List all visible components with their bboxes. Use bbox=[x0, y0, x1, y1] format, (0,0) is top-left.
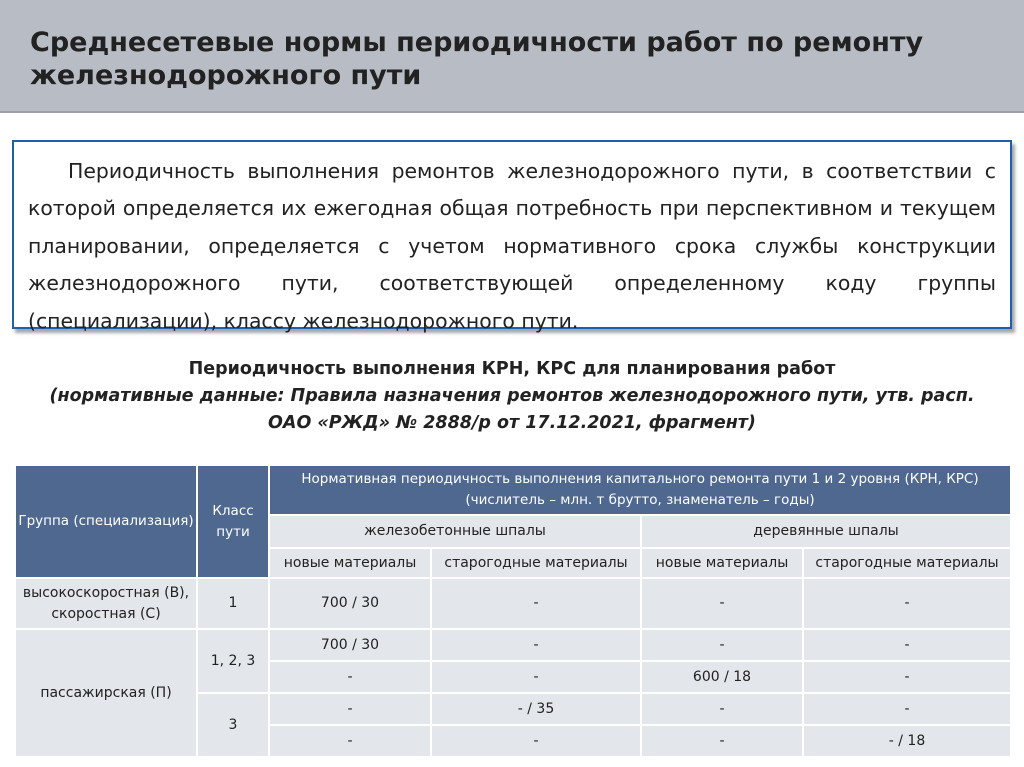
header-norm-line2: (числитель – млн. т брутто, знаменатель – годы) bbox=[465, 492, 815, 508]
value-cell: - bbox=[269, 693, 431, 725]
value-cell: - bbox=[803, 629, 1011, 661]
header-wood-sleepers: деревянные шпалы bbox=[641, 515, 1011, 548]
title-bar bbox=[0, 0, 1024, 113]
value-cell: - bbox=[431, 725, 641, 757]
value-cell: 600 / 18 bbox=[641, 661, 803, 693]
info-text: Периодичность выполнения ремонтов железнодорожного пути, в соответствии с которой определяется их ежегодная общая потребность при перспективном и текущем планировании, определяется с учетом нормативного срока службы конструкции железнодорожного пути, соответствующей определенному коду группы (специализации), классу железнодорожного пути. bbox=[28, 159, 996, 333]
value-cell: - bbox=[641, 578, 803, 629]
header-norm bbox=[269, 465, 1011, 515]
header-concrete-sleepers: железобетонные шпалы bbox=[269, 515, 641, 548]
header-old-materials: старогодные материалы bbox=[431, 548, 641, 578]
header-old-materials: старогодные материалы bbox=[803, 548, 1011, 578]
value-cell: - bbox=[641, 629, 803, 661]
value-cell: - bbox=[431, 661, 641, 693]
value-cell: - bbox=[803, 578, 1011, 629]
slide-title: Среднесетевые нормы периодичности работ по ремонту железнодорожного пути bbox=[30, 27, 924, 91]
value-cell: 700 / 30 bbox=[269, 578, 431, 629]
group-cell: пассажирская (П) bbox=[15, 629, 197, 757]
class-cell: 1, 2, 3 bbox=[197, 629, 269, 693]
norms-table bbox=[14, 464, 1012, 758]
value-cell: - / 18 bbox=[803, 725, 1011, 757]
caption-line-3: ОАО «РЖД» № 2888/р от 17.12.2021, фрагмент) bbox=[268, 413, 756, 433]
value-cell: - bbox=[431, 629, 641, 661]
table-row bbox=[15, 629, 1011, 661]
value-cell: 700 / 30 bbox=[269, 629, 431, 661]
header-norm-line1: Нормативная периодичность выполнения капитального ремонта пути 1 и 2 уровня (КРН, КРС) bbox=[301, 471, 979, 487]
caption-line-1: Периодичность выполнения КРН, КРС для планирования работ bbox=[188, 359, 836, 379]
value-cell: - bbox=[803, 693, 1011, 725]
table-row bbox=[15, 578, 1011, 629]
info-box bbox=[12, 140, 1012, 333]
header-new-materials: новые материалы bbox=[269, 548, 431, 578]
header-class: Класс пути bbox=[197, 465, 269, 578]
value-cell: - bbox=[269, 661, 431, 693]
group-cell: высокоскоростная (В), скоростная (С) bbox=[15, 578, 197, 629]
value-cell: - bbox=[641, 725, 803, 757]
caption-line-2: (нормативные данные: Правила назначения ремонтов железнодорожного пути, утв. расп. bbox=[49, 386, 975, 406]
value-cell: - bbox=[269, 725, 431, 757]
value-cell: - bbox=[803, 661, 1011, 693]
table-caption bbox=[0, 356, 1024, 437]
value-cell: - / 35 bbox=[431, 693, 641, 725]
header-group: Группа (специализация) bbox=[15, 465, 197, 578]
value-cell: - bbox=[641, 693, 803, 725]
class-cell: 3 bbox=[197, 693, 269, 757]
header-new-materials: новые материалы bbox=[641, 548, 803, 578]
value-cell: - bbox=[431, 578, 641, 629]
class-cell: 1 bbox=[197, 578, 269, 629]
